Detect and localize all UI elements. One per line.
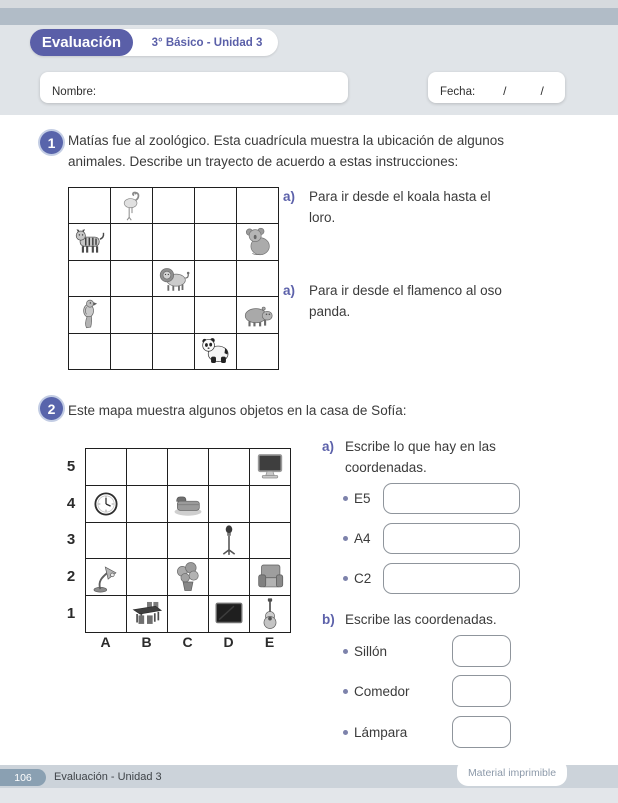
coordinate-label: E5 [354,491,371,506]
house-cell-r5c5 [250,596,291,633]
zoo-cell-r2c2 [111,224,153,260]
house-cell-r2c1 [86,486,127,523]
object-item-comedor [343,675,583,707]
answer-input-lampara[interactable] [452,716,511,748]
guitar-icon [253,597,287,631]
zoo-cell-r2c3 [153,224,195,260]
house-cell-r3c3 [168,523,209,560]
object-item-lampara [343,716,583,748]
unit-tab-label: 3° Básico - Unidad 3 [151,36,263,49]
house-cell-r1c3 [168,449,209,486]
house-cell-r4c2 [127,559,168,596]
item-text: Para ir desde el flamenco al oso panda. [309,283,502,319]
house-grid-col-labels [85,634,290,650]
item-letter: a) [283,189,296,204]
plant-icon [171,560,205,594]
question2-text: Este mapa muestra algunos objetos en la casa de Sofía: [68,403,407,418]
bullet-icon [343,689,348,694]
bullet-icon [343,576,348,581]
house-cell-r4c4 [209,559,250,596]
bullet-icon [343,730,348,735]
object-item-sillon [343,635,583,667]
answer-input-comedor[interactable] [452,675,511,707]
item-text: Escribe lo que hay en las coordenadas. [345,439,496,475]
name-label: Nombre: [52,86,97,98]
zoo-grid [68,187,279,370]
house-cell-r4c1 [86,559,127,596]
bullet-icon [343,496,348,501]
date-label: Fecha: [440,86,476,98]
coordinate-item-a4 [343,523,583,554]
house-cell-r3c2 [127,523,168,560]
bullet-icon [343,649,348,654]
footer-text: Evaluación - Unidad 3 [54,771,162,783]
object-label: Lámpara [354,724,408,740]
zoo-cell-r5c2 [111,334,153,370]
house-col-label-C: C [182,634,193,650]
page-number-badge: 106 [0,769,46,786]
house-cell-r1c1 [86,449,127,486]
clock-icon [89,487,123,521]
coordinate-label: C2 [354,571,372,586]
date-separator: / [540,84,544,98]
answer-input-a4[interactable] [383,523,520,554]
zoo-cell-r3c3 [153,261,195,297]
house-grid [85,448,291,633]
evaluation-tab: Evaluación [30,29,133,56]
house-cell-r3c5 [250,523,291,560]
lamp-icon [89,560,123,594]
object-label: Comedor [354,683,410,699]
question2-part-b [322,609,552,630]
house-cell-r2c5 [250,486,291,523]
date-separator: / [503,84,507,98]
house-cell-r1c5 [250,449,291,486]
panda-icon [199,334,233,368]
question1-item-b [283,280,523,322]
flamingo-icon [115,189,149,223]
house-row-label-4: 4 [66,494,76,512]
house-col-label-E: E [264,634,275,650]
house-col-label-D: D [223,634,234,650]
question2-part-a [322,436,552,478]
house-cell-r2c3 [168,486,209,523]
house-cell-r1c4 [209,449,250,486]
house-row-label-5: 5 [66,457,76,475]
house-col-label-B: B [141,634,152,650]
bottom-strip [0,788,618,803]
zoo-cell-r4c4 [195,297,237,333]
tiger-icon [73,225,107,259]
zoo-cell-r1c3 [153,188,195,224]
item-letter: a) [322,439,335,454]
item-letter: a) [283,283,296,298]
zoo-cell-r5c1 [69,334,111,370]
hippo-icon [241,298,275,332]
coordinate-item-c2 [343,563,583,594]
dining-table-icon [130,597,164,631]
object-label: Sillón [354,643,388,659]
bed-icon [171,487,205,521]
house-row-label-3: 3 [66,531,76,549]
house-cell-r5c2 [127,596,168,633]
house-cell-r5c1 [86,596,127,633]
question1-text: Matías fue al zoológico. Esta cuadrícula muestra la ubicación de algunos animales. Describe un trayecto de acuerdo a estas instrucciones: [68,133,505,169]
parrot-icon [73,298,107,332]
item-letter: b) [322,612,335,627]
zoo-cell-r3c1 [69,261,111,297]
bullet-icon [343,536,348,541]
date-field[interactable] [428,72,565,103]
koala-icon [241,225,275,259]
zoo-cell-r5c4 [195,334,237,370]
zoo-cell-r3c4 [195,261,237,297]
house-cell-r5c3 [168,596,209,633]
top-strip [0,0,618,8]
item-text: Escribe las coordenadas. [345,612,497,627]
house-cell-r2c4 [209,486,250,523]
zoo-cell-r5c5 [237,334,279,370]
microphone-icon [212,523,246,557]
question1-item-a [283,186,523,228]
printable-material-badge: Material imprimible [457,759,567,786]
name-field[interactable] [40,72,348,103]
house-row-label-2: 2 [66,568,76,586]
zoo-cell-r1c2 [111,188,153,224]
zoo-cell-r2c1 [69,224,111,260]
coordinate-item-e5 [343,483,583,514]
zoo-cell-r1c1 [69,188,111,224]
house-cell-r4c5 [250,559,291,596]
question2-number: 2 [40,397,63,420]
item-text: Para ir desde el koala hasta el loro. [309,189,491,225]
coordinate-label: A4 [354,531,371,546]
house-cell-r5c4 [209,596,250,633]
zoo-cell-r5c3 [153,334,195,370]
house-cell-r4c3 [168,559,209,596]
house-row-label-1: 1 [66,605,76,623]
zoo-cell-r4c3 [153,297,195,333]
monitor-icon [253,450,287,484]
zoo-cell-r3c5 [237,261,279,297]
house-grid-row-labels [62,448,80,632]
question1-number: 1 [40,131,63,154]
house-cell-r3c4 [209,523,250,560]
zoo-cell-r4c5 [237,297,279,333]
zoo-cell-r4c2 [111,297,153,333]
zoo-cell-r2c5 [237,224,279,260]
answer-input-e5[interactable] [383,483,520,514]
answer-input-c2[interactable] [383,563,520,594]
answer-input-sillon[interactable] [452,635,511,667]
top-band [0,8,618,25]
zoo-cell-r1c4 [195,188,237,224]
house-cell-r3c1 [86,523,127,560]
tv-icon [212,597,246,631]
zoo-cell-r2c4 [195,224,237,260]
house-col-label-A: A [100,634,111,650]
house-cell-r1c2 [127,449,168,486]
armchair-icon [253,560,287,594]
zoo-cell-r4c1 [69,297,111,333]
zoo-cell-r1c5 [237,188,279,224]
zoo-cell-r3c2 [111,261,153,297]
lion-icon [157,261,191,295]
house-cell-r2c2 [127,486,168,523]
